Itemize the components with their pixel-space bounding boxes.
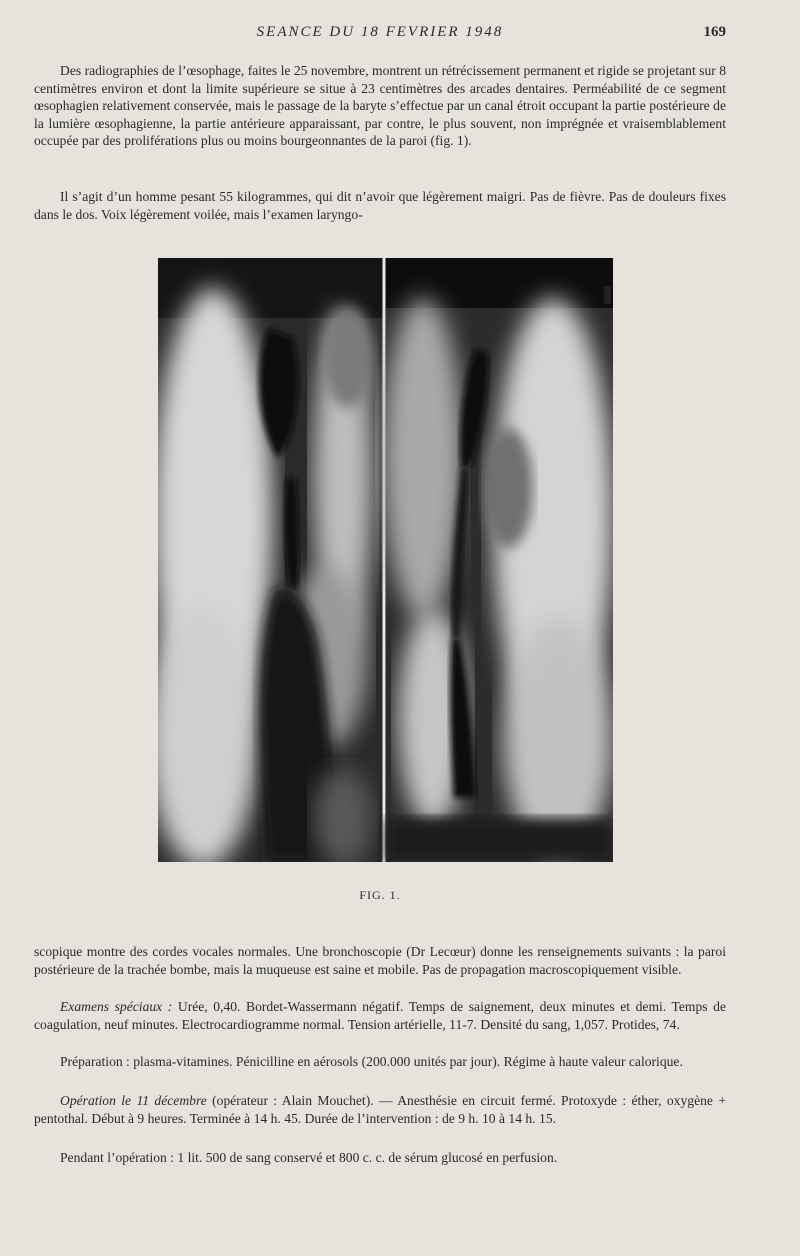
header-title: SEANCE DU 18 FEVRIER 1948 <box>256 24 504 40</box>
paragraph-text: Pendant l’opération : 1 lit. 500 de sang conservé et 800 c. c. de sérum glucosé en perfusion. <box>60 1150 558 1165</box>
paragraph-bronchoscopie <box>34 943 726 978</box>
paragraph-text: Des radiographies de l’œsophage, faites le 25 novembre, montrent un rétrécissement permanent et rigide se projetant sur 8 centimètres environ et dont la limite supérieure se situe à 23 centimètres des arcades dentaires. Perméabilité de ce segment œsophagien relativement conservée, mais le passage de la baryte s’effectue par un canal étroit occupant la partie postérieure de la lumière œsophagienne, la partie antérieure apparaissant, par contre, le plus souvent, non imprégnée et vraisemblablement occupée par des proliférations plus ou moins bourgeonnantes de la paroi (fig. 1). <box>34 63 726 149</box>
paragraph-radiographies <box>34 62 726 150</box>
paragraph-text: Urée, 0,40. Bordet-Wassermann négatif. Temps de saignement, deux minutes et demi. Temps de coagulation, neuf minutes. Electrocardiogramme normal. Tension artérielle, 11-7. Densité du sang, 1,057. Protides, 74. <box>34 999 726 1032</box>
paragraph-lead: Opération le 11 décembre <box>60 1093 207 1108</box>
running-header <box>34 24 726 44</box>
paragraph-lead: Examens spéciaux : <box>60 999 173 1014</box>
paragraph-text: Il s’agit d’un homme pesant 55 kilogrammes, qui dit n’avoir que légèrement maigri. Pas de fièvre. Pas de douleurs fixes dans le dos. Voix légèrement voilée, mais l’examen laryngo- <box>34 189 726 222</box>
left-radiograph <box>158 258 384 862</box>
paragraph-text: (opérateur : Alain Mouchet). — Anesthésie en circuit fermé. Protoxyde : éther, oxygène + pentothal. Début à 9 heures. Terminée à 14 h. 45. Durée de l’intervention : de 9 h. 10 à 14 h. 15. <box>34 1093 726 1126</box>
right-radiograph <box>383 258 613 862</box>
paragraph-examens <box>34 998 726 1033</box>
xray-image <box>158 258 613 862</box>
paragraph-perfusion <box>34 1149 726 1167</box>
paragraph-patient <box>34 188 726 223</box>
figure-caption: FIG. 1. <box>359 888 401 902</box>
page-number: 169 <box>703 24 726 40</box>
paragraph-preparation <box>34 1053 726 1071</box>
paragraph-text: Préparation : plasma-vitamines. Pénicilline en aérosols (200.000 unités par jour). Régime à haute valeur calorique. <box>60 1054 683 1069</box>
paragraph-text: scopique montre des cordes vocales normales. Une bronchoscopie (Dr Lecœur) donne les renseignements suivants : la paroi postérieure de la trachée bombe, mais la muqueuse est saine et mobile. Pas de propagation macroscopiquement visible. <box>34 944 726 977</box>
xray-figure <box>158 258 613 862</box>
paragraph-operation <box>34 1092 726 1127</box>
